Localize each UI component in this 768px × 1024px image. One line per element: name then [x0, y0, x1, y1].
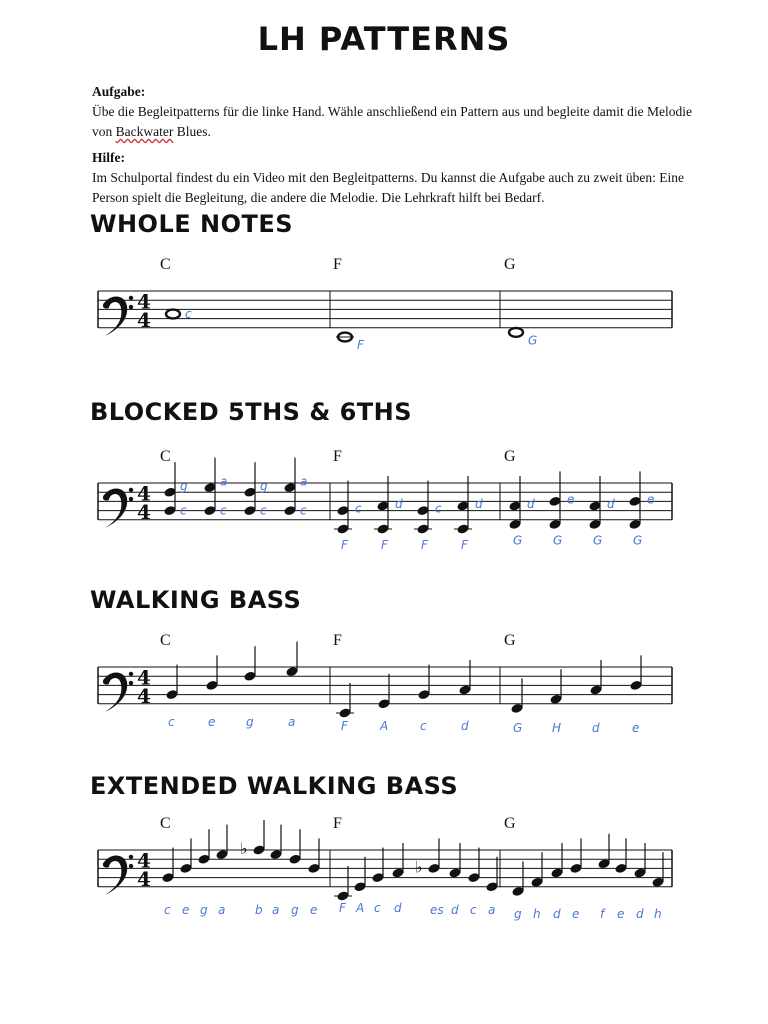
- section-title-whole-notes: WHOLE NOTES: [90, 210, 294, 238]
- note-label: c: [180, 503, 187, 518]
- bass-clef-dot: [129, 497, 133, 501]
- time-signature-bottom: 4: [137, 866, 151, 891]
- bass-clef-dot: [129, 864, 133, 868]
- time-signature-top: 4: [137, 481, 151, 506]
- note-label: c: [300, 503, 307, 518]
- bass-clef-icon: [103, 488, 127, 528]
- staff-system-2: [98, 632, 672, 735]
- note-label: F: [461, 538, 468, 552]
- note-label: c: [435, 501, 442, 516]
- section-title-extended-walking-bass: EXTENDED WALKING BASS: [90, 772, 459, 800]
- chord-symbol: G: [504, 256, 516, 273]
- note-label: g: [180, 479, 188, 494]
- staff-system-1: [98, 448, 672, 552]
- chord-symbol: G: [504, 815, 516, 832]
- note-label: d: [451, 902, 459, 917]
- time-signature-top: 4: [137, 665, 151, 690]
- flat-sign-icon: ♭: [240, 839, 248, 858]
- chord-symbol: G: [504, 448, 516, 465]
- note-label: c: [420, 718, 427, 733]
- whole-note: [166, 310, 180, 319]
- note-label: c: [220, 503, 227, 518]
- note-label: F: [339, 900, 346, 915]
- section-title-walking-bass: WALKING BASS: [90, 586, 302, 614]
- bass-clef-icon: [103, 296, 127, 336]
- note-label: c: [374, 900, 381, 915]
- flat-sign-icon: ♭: [415, 857, 423, 877]
- note-label: e: [572, 906, 580, 921]
- time-signature-bottom: 4: [137, 683, 151, 708]
- note-label: e: [182, 902, 190, 917]
- note-label: c: [260, 503, 267, 518]
- note-label: A: [380, 718, 389, 733]
- note-label: a: [272, 902, 280, 917]
- task-highlight: Backwater: [115, 124, 174, 139]
- note-label: e: [632, 720, 640, 735]
- task-heading: Aufgabe:: [92, 84, 146, 99]
- note-label: d: [395, 497, 403, 511]
- note-label: F: [341, 718, 348, 733]
- chord-symbol: F: [333, 632, 342, 649]
- bass-clef-dot: [129, 296, 133, 300]
- note-label: f: [600, 906, 605, 921]
- note-label: d: [527, 497, 535, 511]
- note-label: d: [475, 497, 483, 511]
- note-label: A: [356, 900, 365, 915]
- time-signature-top: 4: [137, 848, 151, 873]
- note-label: e: [310, 902, 318, 917]
- task-text-before: Übe die Begleitpatterns für die linke Hand. Wähle anschließend ein Pattern aus und begleite damit die Melodie von: [92, 104, 692, 139]
- note-label: g: [260, 479, 268, 494]
- bass-clef-icon: [103, 672, 127, 712]
- section-title-blocked: BLOCKED 5THS & 6THS: [90, 398, 413, 426]
- time-signature-bottom: 4: [137, 307, 151, 332]
- help-text: Im Schulportal findest du ein Video mit den Begleitpatterns. Du kannst die Aufgabe auch zu zweit üben: Eine Person spielt die Begleitung, die andere die Melodie. Die Lehrkraft hilft bei Bedarf.: [92, 170, 685, 205]
- note-label: d: [592, 720, 600, 735]
- note-label: d: [461, 718, 469, 733]
- bass-clef-dot: [129, 681, 133, 685]
- note-label: G: [528, 333, 538, 348]
- note-label: a: [218, 902, 226, 917]
- time-signature-bottom: 4: [137, 499, 151, 524]
- note-label: h: [533, 906, 541, 921]
- note-label: g: [246, 714, 254, 729]
- bass-clef-dot: [129, 488, 133, 492]
- bass-clef-dot: [129, 672, 133, 676]
- note-label: e: [567, 492, 575, 507]
- note-label: g: [291, 902, 299, 917]
- note-label: h: [654, 906, 662, 921]
- help-heading: Hilfe:: [92, 150, 125, 165]
- bass-clef-dot: [129, 305, 133, 309]
- note-label: e: [617, 906, 625, 921]
- chord-symbol: C: [160, 448, 171, 465]
- bass-clef-icon: [103, 855, 127, 895]
- note-label: a: [488, 902, 496, 917]
- note-label: d: [636, 906, 644, 921]
- staff-system-0: [98, 256, 672, 352]
- chord-symbol: G: [504, 632, 516, 649]
- note-label: c: [470, 902, 477, 917]
- note-label: c: [355, 501, 362, 516]
- chord-symbol: C: [160, 815, 171, 832]
- chord-symbol: F: [333, 815, 342, 832]
- staff-system-3: [98, 815, 672, 921]
- chord-symbol: C: [160, 256, 171, 273]
- task-text-after: Blues.: [173, 124, 211, 139]
- note-label: a: [220, 474, 228, 489]
- note-label: G: [513, 533, 523, 548]
- note-label: g: [514, 906, 522, 921]
- note-label: G: [513, 720, 523, 735]
- chord-symbol: C: [160, 632, 171, 649]
- time-signature-top: 4: [137, 289, 151, 314]
- note-label: d: [394, 900, 402, 915]
- note-label: a: [288, 714, 296, 729]
- chord-symbol: F: [333, 448, 342, 465]
- note-label: F: [341, 538, 348, 552]
- note-label: G: [593, 533, 603, 548]
- note-label: b: [255, 902, 263, 917]
- note-label: g: [200, 902, 208, 917]
- note-label: c: [185, 307, 192, 321]
- note-label: G: [553, 533, 563, 548]
- note-label: es: [430, 902, 444, 917]
- whole-note: [509, 328, 523, 337]
- note-label: H: [552, 720, 562, 735]
- note-label: e: [647, 492, 655, 507]
- note-label: F: [421, 538, 428, 552]
- page-title: LH PATTERNS: [257, 20, 511, 58]
- note-label: G: [633, 533, 643, 548]
- note-label: c: [168, 714, 175, 729]
- note-label: d: [607, 497, 615, 511]
- note-label: d: [553, 906, 561, 921]
- chord-symbol: F: [333, 256, 342, 273]
- bass-clef-dot: [129, 855, 133, 859]
- note-label: c: [164, 902, 171, 917]
- note-label: e: [208, 714, 216, 729]
- note-label: F: [381, 538, 388, 552]
- note-label: a: [300, 474, 308, 489]
- note-label: F: [357, 338, 364, 352]
